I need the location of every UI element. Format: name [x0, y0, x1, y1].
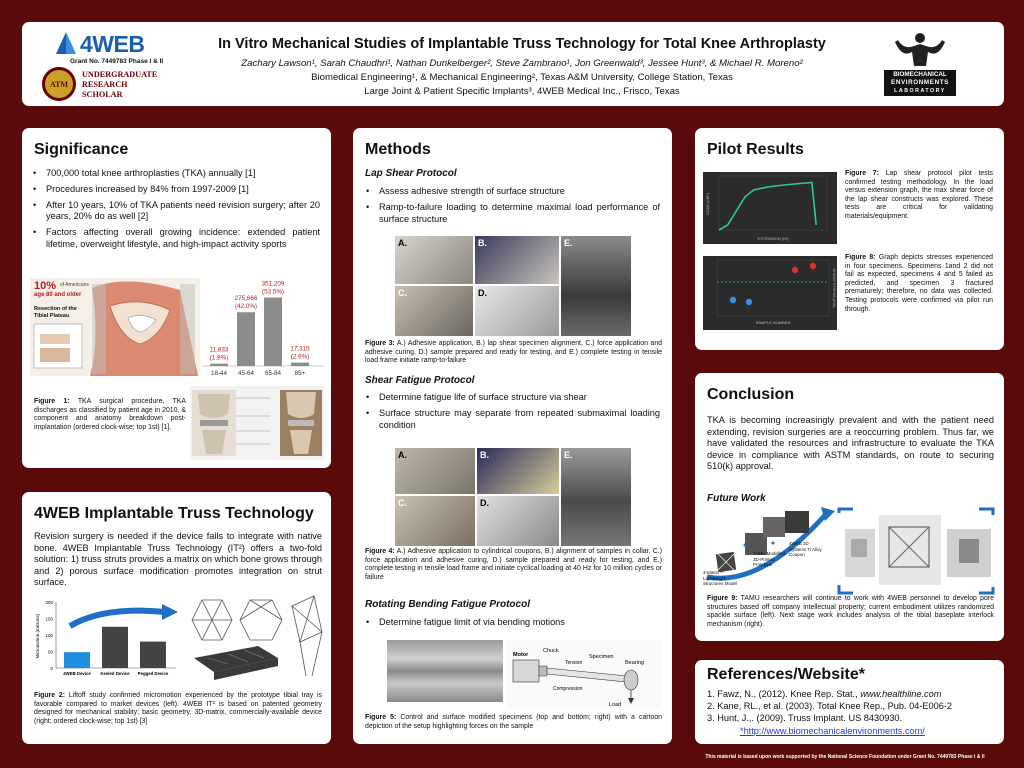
ref-text: Hunt, J.,. (2009). Truss Implant. US 8430930.	[717, 713, 903, 723]
methods-panel	[353, 128, 672, 744]
rotating-bending-diagram-icon	[507, 640, 661, 708]
diagram-label-load: Load	[609, 702, 622, 708]
list-item	[707, 712, 997, 724]
list-item	[707, 700, 997, 712]
bar-pct-label: (1.8%)	[209, 354, 229, 362]
significance-panel	[22, 128, 331, 468]
y-tick-label: 50	[47, 649, 53, 655]
figure-9-label: Figure 9:	[707, 595, 738, 602]
figure-8-text: Graph depicts stresses experienced in four specimens. Specimens 1and 2 did not fail as expected, specimens 4 and 5 failed as predicted, and specimen 3 fractured prematurely; therefore, no data was collected. Testing protocols were confirmed via pilot run through.	[845, 254, 993, 313]
y-axis-label: Micromotion (microns)	[35, 613, 40, 659]
fig4-photo-e	[561, 448, 631, 546]
ref-num: 1.	[707, 689, 715, 699]
bel-line-3: LABORATORY	[894, 88, 946, 94]
tka-discharge-bar-chart	[200, 276, 328, 381]
fig3-photo-b	[475, 236, 559, 284]
bar-pct-label: (42.0%)	[234, 303, 258, 311]
truss-geometry-illustration-icon	[188, 592, 324, 680]
cube-label-3: 4WEB 3D Systems Ti Alloy Coupon	[789, 541, 822, 558]
list-item: • Procedures increased by 84% from 1997-2009 [1]	[30, 184, 320, 196]
chart-background	[703, 172, 837, 244]
list-item: • Surface structure may separate from repeated submaximal loading condition	[363, 408, 660, 432]
comparison-arrow-icon	[70, 611, 164, 626]
fig3-photo-e	[561, 236, 631, 336]
infographic-sub: Resection of the Tibial Plateau	[34, 306, 77, 319]
urs-line-1: UNDERGRADUATE	[82, 70, 158, 79]
bar-18-44	[210, 364, 228, 366]
figure-2-label: Figure 2:	[34, 692, 66, 699]
bel-logo-text	[884, 70, 956, 96]
bar-count-label: 275,666	[234, 295, 258, 303]
figure-4-caption	[365, 548, 662, 582]
truss-title: 4WEB Implantable Truss Technology	[34, 505, 314, 522]
diagram-label-bearing: Bearing	[625, 660, 644, 666]
bar-category-label: 85+	[294, 370, 306, 377]
future-work-title: Future Work	[707, 493, 766, 504]
bar-pct-label: (53.5%)	[261, 288, 285, 296]
bodybuilder-icon	[890, 32, 950, 68]
figure-8-caption	[845, 254, 993, 314]
infographic-pct: 10%	[34, 280, 57, 292]
ref-link[interactable]: www.healthline.com	[860, 689, 942, 699]
bar-85+	[291, 363, 309, 366]
footer-text: This material is based upon work supported by the National Science Foundation under Grant No. 7449783 Phase I & II	[705, 754, 985, 760]
micromotion-bar-chart	[34, 596, 184, 682]
authors: Zachary Lawson¹, Sarah Chaudhri¹, Nathan Dunkelberger², Steve Zambrano¹, Jon Greenwald³, Jessee Hunt³, & Michael R. Moreno²	[241, 58, 803, 69]
specimen-point-2	[746, 299, 752, 305]
shear-fatigue-title: Shear Fatigue Protocol	[365, 375, 475, 386]
figure-5-caption	[365, 714, 662, 731]
figure-7-caption	[845, 170, 993, 222]
fig4-photo-c	[395, 496, 475, 546]
fig4-photo-a	[395, 448, 475, 494]
seal-text: ATM	[49, 79, 69, 89]
list-item: • Factors affecting overall growing incidence: extended patient lifetime, overweight lifestyle, and high-impact activity sports	[30, 227, 320, 251]
photo-label: A.	[398, 450, 407, 460]
fig5-specimen-photo	[387, 640, 503, 702]
bar-2	[140, 642, 166, 668]
shear-stress-scatter-chart	[703, 256, 837, 330]
conclusion-title: Conclusion	[707, 386, 795, 403]
truss-body: Revision surgery is needed if the device fails to integrate with native bone. 4WEB Implantable Truss Technology (IT²) offers a two-fold solution: 1) truss struts provides a matrix on which bone grows through and 2) porous surface modification promotes integration on strut surface.	[34, 531, 322, 588]
bar-0	[64, 652, 90, 668]
y-axis-label: LOAD (LBF)	[705, 192, 710, 216]
fig3-photo-c	[395, 286, 473, 336]
conclusion-panel	[695, 373, 1004, 641]
urs-seal-icon	[42, 67, 76, 101]
knee-surgery-illustration-icon	[30, 278, 200, 376]
fig3-photo-a	[395, 236, 473, 284]
y-tick-label: 0	[50, 666, 53, 671]
fig3-photo-d	[475, 286, 559, 336]
figure-4-label: Figure 4:	[365, 548, 395, 555]
figure-1-caption	[34, 398, 186, 432]
bar-65-84	[264, 298, 282, 366]
bel-line-1: BIOMECHANICAL	[893, 71, 947, 78]
diagram-label-chuck: Chuck	[543, 648, 559, 654]
significance-bullets	[30, 168, 320, 255]
figure-2-text: Liftoff study confirmed micromotion experienced by the prototype tibial tray is favorable compared to market devices (left). 4WEB IT² is based on patented geometry designed for mechanical stability; basic geometry, 3D-matrix, commercially-available device (right; ordered clock-wise; top 1st) [3]	[34, 692, 322, 725]
ref-text: Kane, RL., et al. (2003). Total Knee Rep., Pub. 04-E006-2	[717, 701, 953, 711]
y-tick-label: 200	[45, 600, 53, 605]
figure-4-text: A.) Adhesive application to cylindrical coupons, B.) alignment of samples in collar, C.) force application and adhesive curing, D.) sample prepared and ready for testing, and E.) complete testing in tensile load frame and initiate cyclical loading at 40 Hz for 10 million cycles or failure	[365, 548, 662, 581]
bar-category-label: Keeled Device	[100, 671, 130, 676]
photo-label: C.	[398, 498, 407, 508]
rotating-bending-bullets	[363, 617, 660, 633]
bar-count-label: 351,209	[261, 280, 285, 288]
methods-title: Methods	[365, 141, 431, 158]
significance-title: Significance	[34, 141, 129, 158]
urs-line-3: SCHOLAR	[82, 90, 123, 99]
tka-infographic	[30, 278, 200, 376]
truss-panel	[22, 492, 331, 744]
chart-background	[703, 256, 837, 330]
affiliation-2: Large Joint & Patient Specific Implants³, 4WEB Medical Inc., Frisco, Texas	[364, 86, 680, 97]
bar-pct-label: (2.6%)	[290, 353, 310, 361]
infographic-l1: of Americans	[60, 282, 89, 288]
photo-label: E.	[564, 450, 573, 460]
figure-1-label: Figure 1:	[34, 398, 70, 405]
figure-5-label: Figure 5:	[365, 714, 397, 721]
figure-3-caption	[365, 340, 662, 366]
arrow-head-icon	[162, 604, 178, 620]
photo-label: D.	[480, 498, 489, 508]
ref-text: Fawz, N., (2012). Knee Rep. Stat.,	[717, 689, 861, 699]
specimen-point-3	[792, 267, 798, 273]
photo-label: D.	[478, 288, 487, 298]
list-item: • 700,000 total knee arthroplasties (TKA) annually [1]	[30, 168, 320, 180]
figure-9-caption	[707, 595, 994, 629]
photo-label: A.	[398, 238, 407, 248]
figure-8-label: Figure 8:	[845, 254, 876, 261]
y-tick-label: 100	[45, 633, 53, 638]
ref-num: 3.	[707, 713, 715, 723]
list-item: • Determine fatigue limit of via bending motions	[363, 617, 660, 629]
bar-category-label: 4WEB Device	[63, 671, 91, 676]
bar-category-label: 18-44	[210, 370, 228, 377]
bar-1	[102, 627, 128, 668]
fig4-photo-b	[477, 448, 559, 494]
figure-2-caption	[34, 692, 322, 726]
photo-label: C.	[398, 288, 407, 298]
figure-3-label: Figure 3:	[365, 340, 395, 347]
urs-text	[82, 70, 157, 100]
lap-shear-title: Lap Shear Protocol	[365, 168, 457, 179]
diagram-label-compression: Compression	[553, 686, 583, 692]
specimen-point-4	[810, 263, 816, 269]
photo-label: B.	[478, 238, 487, 248]
website-link[interactable]: *http://www.biomechanicalenvironments.com/	[740, 726, 925, 736]
figure-9-text: TAMU researchers will continue to work with 4WEB personnel to develop pore structures based off company intellectual property; current embodiment utilizes randomized spackle surface (left). Next stage work includes analysis of the tibial baseplate interlock mechanism (right).	[707, 595, 994, 628]
list-item: • Ramp-to-failure loading to determine maximal load performance of surface structure	[363, 202, 660, 226]
bar-count-label: 11,833	[209, 346, 229, 354]
figure-1-text: TKA surgical procedure, TKA discharges as classified by patient age in 2010, & component and anatomy breakdown post-implantation (ordered clock-wise; top 1st) [1].	[34, 398, 186, 431]
figure-3-text: A.) Adhesive application, B.) lap shear specimen alignment, C.) force application and adhesive curing, D.) sample prepared and ready for testing, and E.) complete testing in tensile load frame initiate ramp-to-failure	[365, 340, 662, 365]
references-panel	[695, 660, 1004, 744]
header-panel	[22, 22, 1004, 106]
grant-text: Grant No. 7449783 Phase I & II	[70, 58, 164, 65]
poster-title: In Vitro Mechanical Studies of Implantable Truss Technology for Total Knee Arthroplasty	[218, 36, 826, 52]
references-list	[707, 688, 997, 724]
x-axis-label: SAMPLE NUMBER	[755, 320, 791, 325]
lap-shear-bullets	[363, 186, 660, 229]
cube-label-2: TAMU Modelled 3D-Printed Prototype	[753, 551, 785, 568]
list-item	[707, 688, 997, 700]
figure-7-text: Lap shear protocol pilot tests confirmed testing methodology. In the load versus extension graph, the max shear force of the lap shear constructs was explored. These tests are critical for validating materials/equipment.	[845, 170, 993, 220]
list-item: • After 10 years, 10% of TKA patients need revision surgery; after 20 years, 20% do as well [2]	[30, 200, 320, 224]
cube-label-1: 3-Matrix™ Lightweight Structures Model	[703, 570, 738, 587]
y-axis-label: SHEAR STRESS (KSI)	[832, 268, 836, 308]
figure-7-label: Figure 7:	[845, 170, 879, 177]
knee-xray-image-icon	[190, 386, 324, 460]
pilot-title: Pilot Results	[707, 141, 804, 158]
affiliation-1: Biomedical Engineering¹, & Mechanical Engineering², Texas A&M University, College Station, Texas	[311, 72, 733, 83]
rotating-bending-title: Rotating Bending Fatigue Protocol	[365, 599, 530, 610]
figure-5-text: Control and surface modified specimens (top and bottom; right) with a cartoon depiction of the setup highlighting forces on the sample	[365, 714, 662, 730]
ref-num: 2.	[707, 701, 715, 711]
bar-45-64	[237, 312, 255, 366]
specimen-point-1	[730, 297, 736, 303]
x-axis-label: EXTENSION (IN)	[757, 236, 789, 241]
infographic-l2: age 80 and older	[34, 292, 82, 298]
baseplate-photos-icon	[835, 505, 997, 597]
pilot-results-panel	[695, 128, 1004, 350]
bar-count-label: 17,315	[290, 345, 310, 353]
diagram-label-specimen: Specimen	[589, 654, 614, 660]
photo-label: E.	[564, 238, 573, 248]
fig4-photo-d	[477, 496, 559, 546]
list-item: • Determine fatigue life of surface structure via shear	[363, 392, 660, 404]
diagram-label-tension: Tension	[565, 660, 583, 666]
conclusion-body: TKA is becoming increasingly prevalent and with the patient need extending, revision surgeries are a reoccurring problem. Thus far, we have validated the resources and infrastructure to evaluate the TKA device in compliance with ASTM standards, on route to securing 510(k) approval.	[707, 415, 994, 472]
load-extension-line-chart	[703, 172, 837, 244]
bel-line-2: ENVIRONMENTS	[891, 79, 949, 86]
shear-fatigue-bullets	[363, 392, 660, 435]
urs-line-2: RESEARCH	[82, 80, 128, 89]
y-tick-label: 150	[45, 616, 53, 622]
bar-category-label: 65-84	[264, 370, 282, 377]
photo-label: B.	[480, 450, 489, 460]
logo-4web-text: 4WEB	[80, 31, 145, 57]
diagram-label-motor: Motor	[513, 652, 529, 658]
references-title: References/Website*	[707, 666, 865, 683]
bar-category-label: Pegged Device	[137, 671, 169, 676]
bar-category-label: 45-64	[237, 370, 255, 377]
list-item: • Assess adhesive strength of surface structure	[363, 186, 660, 198]
